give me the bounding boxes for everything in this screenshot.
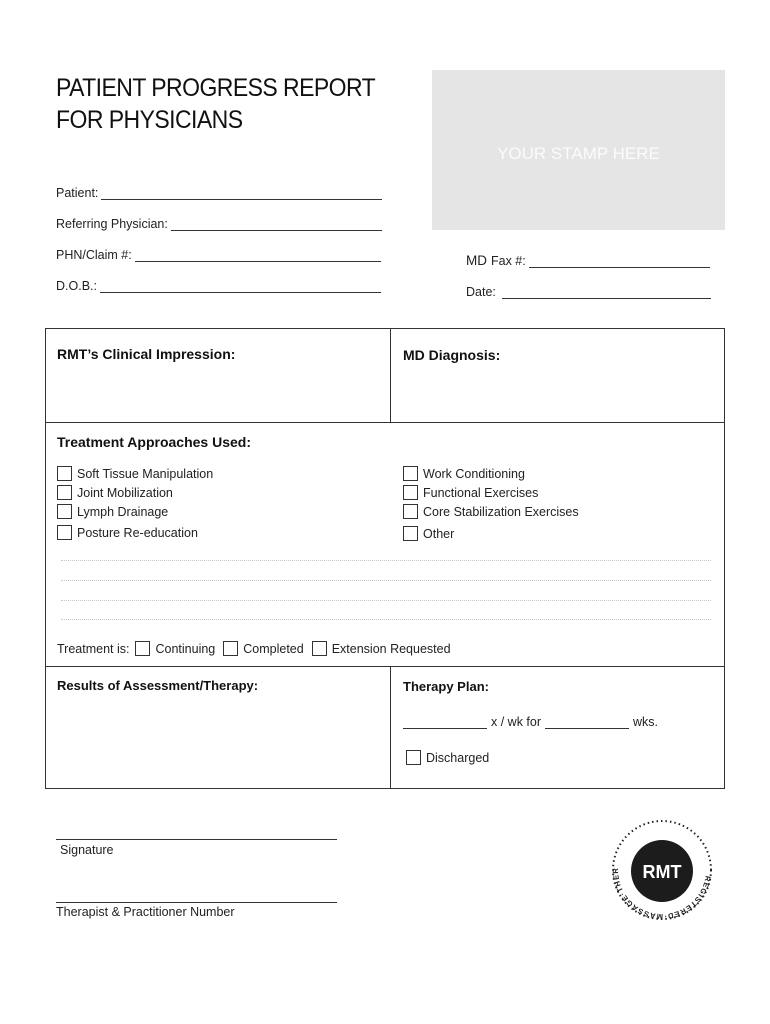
checkbox[interactable]: [57, 504, 72, 519]
checkbox-discharged[interactable]: [406, 750, 421, 765]
treatment-option-label: Posture Re-education: [77, 525, 198, 540]
weeks-text: wks.: [633, 715, 659, 729]
referring-physician-line[interactable]: [171, 218, 382, 231]
treatment-option-label: Soft Tissue Manipulation: [77, 466, 214, 481]
treatment-option-functional-exercises[interactable]: [403, 485, 538, 500]
checkbox[interactable]: [403, 466, 418, 481]
therapist-number-label: Therapist & Practitioner Number: [56, 905, 235, 919]
md-fax-md-label: MD: [466, 253, 487, 268]
phn-claim-field[interactable]: [56, 248, 381, 262]
signature-line[interactable]: [56, 839, 337, 840]
divider-horizontal-1: [46, 422, 724, 423]
frequency-text: x / wk for: [491, 715, 542, 729]
divider-horizontal-2: [46, 666, 724, 667]
treatment-status-label: Treatment is:: [57, 641, 130, 656]
therapy-plan-heading: Therapy Plan:: [403, 679, 489, 694]
treatment-option-label: Functional Exercises: [423, 485, 539, 500]
checkbox[interactable]: [57, 525, 72, 540]
checkbox[interactable]: [57, 485, 72, 500]
frequency-blank[interactable]: [403, 717, 487, 729]
md-fax-field[interactable]: [466, 253, 710, 268]
therapist-number-line[interactable]: [56, 902, 337, 903]
therapy-frequency-row: [403, 715, 658, 729]
patient-field[interactable]: [56, 186, 382, 200]
results-heading: Results of Assessment/Therapy:: [57, 678, 259, 693]
status-option-continuing: Continuing: [155, 641, 216, 656]
treatment-option-posture[interactable]: [57, 525, 198, 540]
checkbox-completed[interactable]: [223, 641, 238, 656]
treatment-option-work-conditioning[interactable]: [403, 466, 525, 481]
stamp-placeholder-text: YOUR STAMP HERE: [497, 144, 660, 163]
checkbox[interactable]: [403, 504, 418, 519]
dob-line[interactable]: [100, 280, 381, 293]
page-title: [56, 72, 375, 136]
checkbox[interactable]: [403, 485, 418, 500]
writing-line[interactable]: [61, 560, 711, 561]
discharged-label: Discharged: [426, 750, 490, 765]
md-diagnosis-heading: MD Diagnosis:: [403, 347, 501, 363]
patient-line[interactable]: [101, 187, 382, 200]
treatment-option-other[interactable]: [403, 526, 454, 541]
writing-line[interactable]: [61, 600, 711, 601]
treatment-option-joint-mobilization[interactable]: [57, 485, 173, 500]
md-fax-label: Fax #:: [491, 254, 526, 268]
treatment-status-row: [57, 641, 451, 656]
treatment-option-core-stabilization[interactable]: [403, 504, 579, 519]
treatment-option-label: Work Conditioning: [423, 466, 525, 481]
signature-label: Signature: [60, 843, 114, 857]
status-option-extension: Extension Requested: [331, 641, 451, 656]
writing-line[interactable]: [61, 619, 711, 620]
report-form-box: [45, 328, 725, 789]
checkbox[interactable]: [403, 526, 418, 541]
logo-ring-textpath: REGISTERED·MASSAGE·THER: [610, 867, 713, 922]
clinical-impression-heading: RMT’s Clinical Impression:: [57, 346, 236, 362]
rmt-logo-graphic: [610, 818, 714, 922]
referring-physician-field[interactable]: [56, 217, 382, 231]
treatment-option-label: Core Stabilization Exercises: [423, 504, 579, 519]
phn-claim-label: PHN/Claim #:: [56, 248, 132, 262]
phn-claim-line[interactable]: [135, 249, 381, 262]
referring-physician-label: Referring Physician:: [56, 217, 168, 231]
treatment-option-label: Joint Mobilization: [77, 485, 173, 500]
treatment-option-lymph-drainage[interactable]: [57, 504, 168, 519]
title-line-1: PATIENT PROGRESS REPORT: [56, 74, 376, 102]
title-line-2: FOR PHYSICIANS: [56, 106, 243, 134]
checkbox-continuing[interactable]: [135, 641, 150, 656]
treatment-option-label: Other: [423, 526, 455, 541]
discharged-option[interactable]: [406, 750, 489, 765]
date-field[interactable]: [466, 285, 711, 299]
status-option-completed: Completed: [243, 641, 304, 656]
md-fax-line[interactable]: [529, 255, 710, 268]
treatment-option-soft-tissue[interactable]: [57, 466, 213, 481]
writing-line[interactable]: [61, 580, 711, 581]
rmt-logo: [610, 818, 714, 922]
checkbox-extension-requested[interactable]: [312, 641, 327, 656]
checkbox[interactable]: [57, 466, 72, 481]
date-label: Date:: [466, 285, 496, 299]
dob-label: D.O.B.:: [56, 279, 97, 293]
date-line[interactable]: [502, 286, 711, 299]
dob-field[interactable]: [56, 279, 381, 293]
divider-vertical-top: [390, 329, 391, 423]
divider-vertical-bottom: [390, 666, 391, 789]
patient-label: Patient:: [56, 186, 99, 200]
treatment-option-label: Lymph Drainage: [77, 504, 169, 519]
treatment-approaches-heading: Treatment Approaches Used:: [57, 434, 251, 450]
stamp-area: [432, 70, 725, 230]
weeks-blank[interactable]: [545, 717, 629, 729]
logo-initials: RMT: [642, 862, 682, 882]
